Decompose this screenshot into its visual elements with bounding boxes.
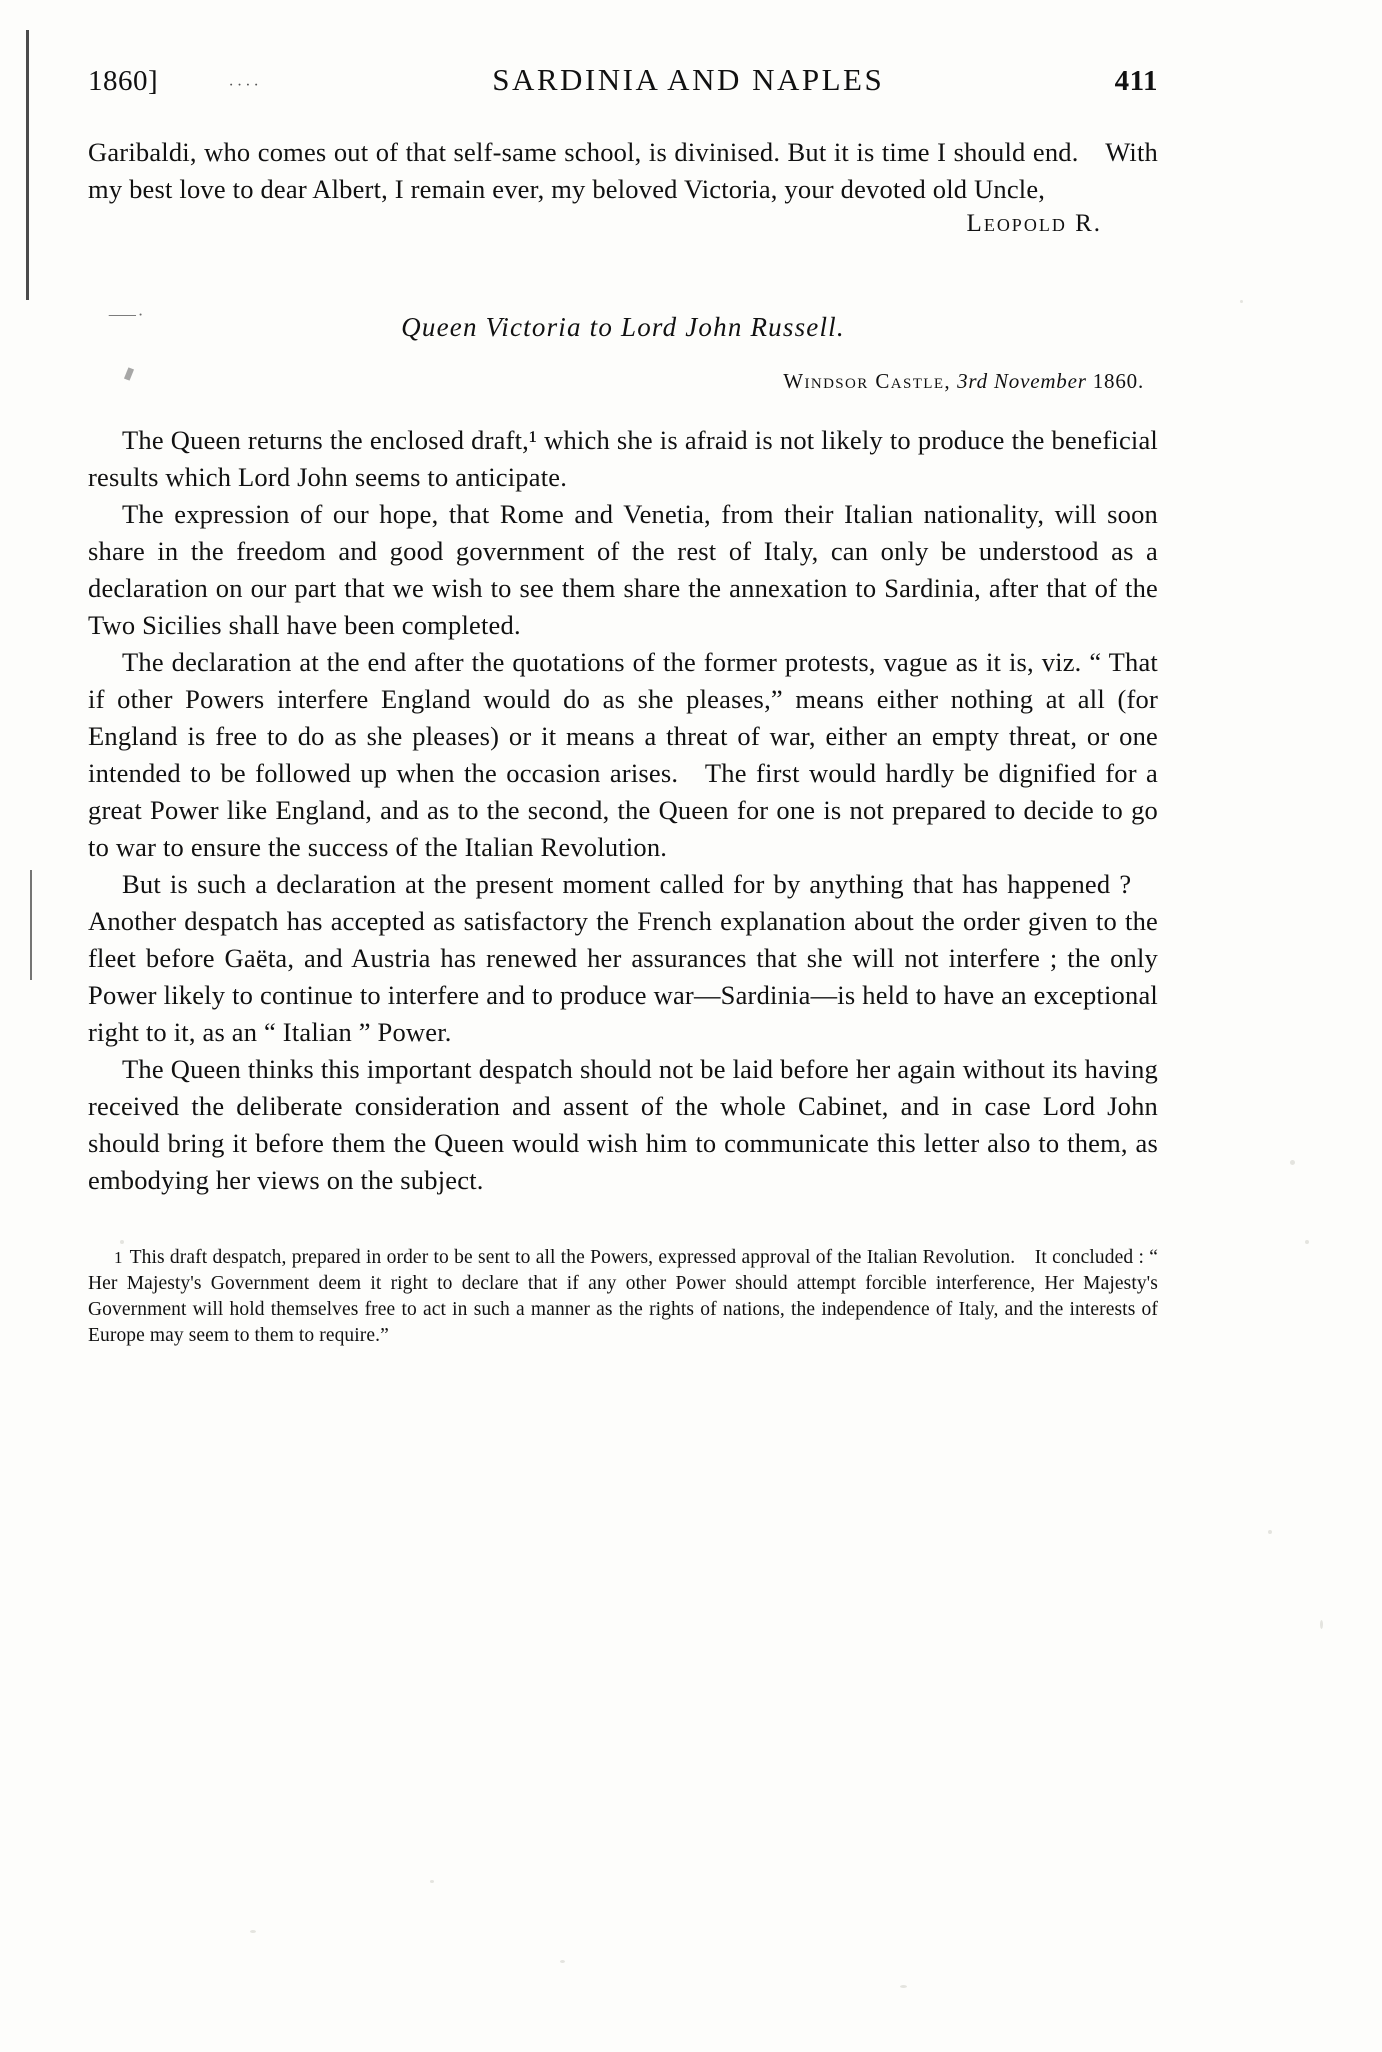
- margin-pencil-mark: ⸺·: [108, 305, 145, 324]
- paper-speckle: [1320, 1620, 1323, 1629]
- page-title: SARDINIA AND NAPLES: [492, 62, 885, 97]
- page-number: 411: [1114, 65, 1158, 97]
- paper-speckle: [430, 1880, 434, 1883]
- paper-speckle: [1305, 1240, 1309, 1244]
- paper-speckle: [1268, 1530, 1272, 1534]
- letter-one-body: Garibaldi, who comes out of that self-same school, is divinised. But it is time I should end. With my best love to dear Albert, I remain ever, my beloved Victoria, your devoted old Uncle,: [88, 137, 1158, 204]
- letter-two-heading: Queen Victoria to Lord John Russell.: [401, 312, 845, 342]
- paragraph-4: But is such a declaration at the present moment called for by anything that has happened ? Another despatch has accepted as satisfactory the French explanation about the order given to the fleet before Gaëta, and Austria has renewed her assurances that she will not interfere ; the only Power likely to continue to interfere and to produce war—Sardinia—is held to have an exceptional right to it, as an “ Italian ” Power.: [88, 869, 1158, 1047]
- margin-rule-top: [26, 30, 29, 300]
- paragraph-1: The Queen returns the enclosed draft,¹ which she is afraid is not likely to produce the beneficial results which Lord John seems to anticipate.: [88, 425, 1158, 492]
- page-content: [88, 62, 1158, 1349]
- letter-one-signature: Leopold R.: [966, 210, 1102, 237]
- running-head-stray-dots: ····: [228, 77, 262, 94]
- paper-speckle: [1290, 1160, 1295, 1165]
- footnote-text: This draft despatch, prepared in order to be sent to all the Powers, expressed approval of the Italian Revolution. It concluded : “ Her Majesty's Government deem it right to declare that if any other Power should attempt forcible interference, Her Majesty's Government will hold themselves free to act in such a manner as the rights of nations, the independence of Italy, and the interests of Europe may seem to them to require.”: [88, 1247, 1158, 1346]
- dateline-year: 1860.: [1092, 369, 1144, 393]
- paragraph-5: The Queen thinks this important despatch should not be laid before her again without its having received the deliberate consideration and assent of the whole Cabinet, and in case Lord John should bring it before them the Queen would wish him to communicate this letter also to them, as embodying her views on the subject.: [88, 1054, 1158, 1195]
- footnote: [88, 1245, 1158, 1349]
- paper-speckle: [560, 1960, 565, 1963]
- letter-two-dateline: [88, 369, 1158, 394]
- paragraph-3: The declaration at the end after the quotations of the former protests, vague as it is, viz. “ That if other Powers interfere England would do as she pleases,” means either nothing at all (for England is free to do as she pleases) or it means a threat of war, either an empty threat, or one intended to be followed up when the occasion arises. The first would hardly be dignified for a great Power like England, and as to the second, the Queen for one is not prepared to decide to go to war to ensure the success of the Italian Revolution.: [88, 647, 1158, 862]
- paper-speckle: [900, 1985, 907, 1988]
- footnote-marker: 1: [114, 1248, 123, 1267]
- running-head: [88, 62, 1158, 98]
- margin-rule-middle: [30, 870, 32, 980]
- dateline-date: 3rd November: [957, 369, 1087, 393]
- paragraph-2: The expression of our hope, that Rome and Venetia, from their Italian nationality, will soon share in the freedom and good government of the rest of Italy, can only be understood as a declaration on our part that we wish to see them share the annexation to Sardinia, after that of the Two Sicilies shall have been completed.: [88, 499, 1158, 640]
- running-head-year: 1860]: [88, 65, 159, 97]
- paper-speckle: [1240, 300, 1243, 303]
- paper-speckle: [250, 1930, 256, 1933]
- dateline-place: Windsor Castle,: [783, 369, 952, 393]
